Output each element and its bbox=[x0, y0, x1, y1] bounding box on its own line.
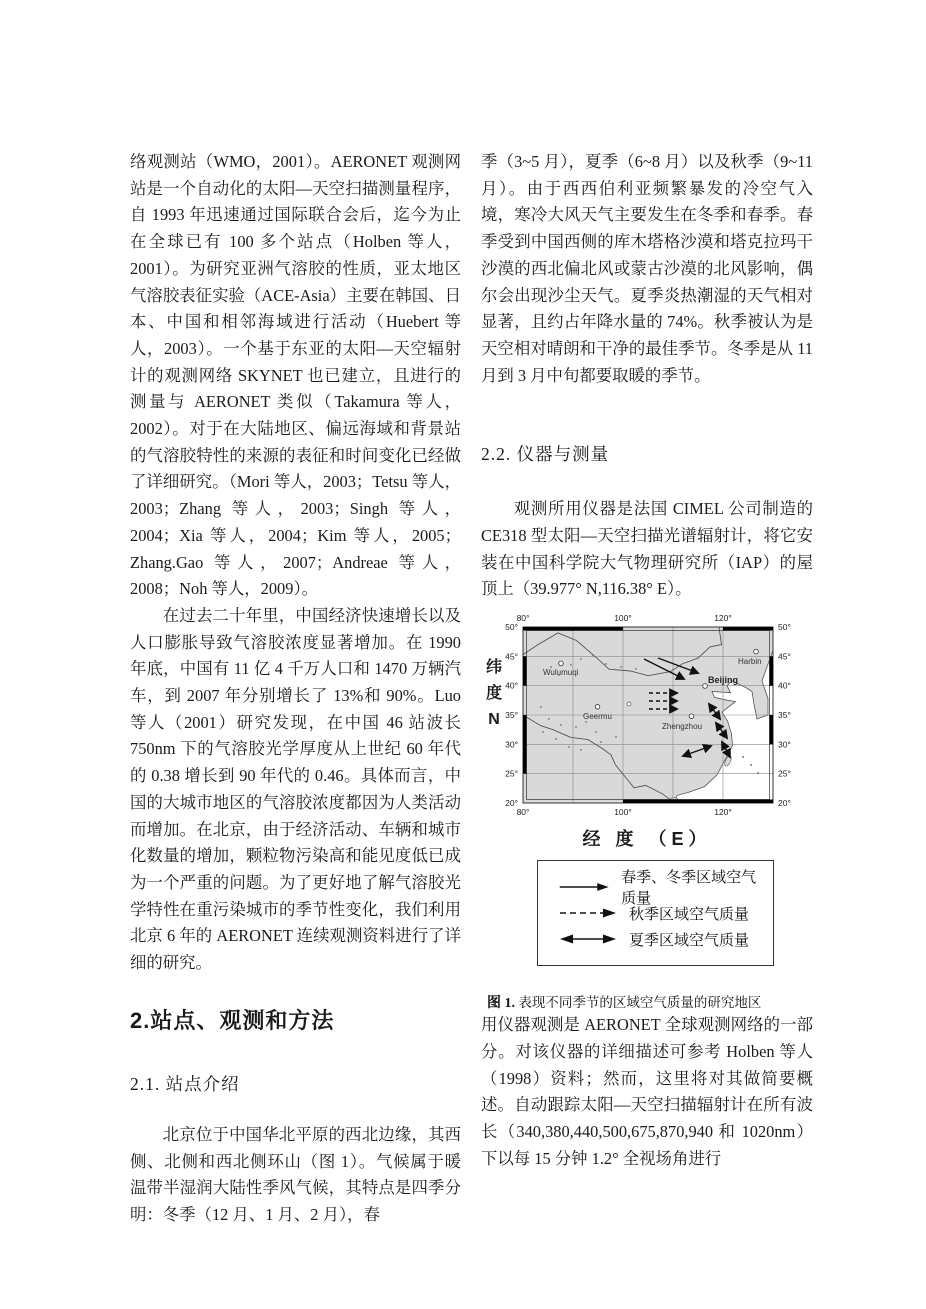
tick-label: 35° bbox=[505, 710, 518, 721]
tick-label: 30° bbox=[505, 739, 518, 750]
island-dot bbox=[742, 756, 744, 758]
tick-label: 25° bbox=[778, 768, 791, 779]
china-map bbox=[481, 607, 813, 819]
city-label-geermu: Geermu bbox=[583, 712, 612, 722]
tick-label: 40° bbox=[505, 680, 518, 691]
y-axis-char: 纬 bbox=[485, 659, 502, 677]
subsection-heading-2-2: 2.2. 仪器与测量 bbox=[481, 444, 610, 465]
tick-label: 50° bbox=[778, 622, 791, 633]
section-heading-2: 2.站点、观测和方法 bbox=[130, 1007, 335, 1033]
paragraph-china-growth: 在过去二十年里，中国经济快速增长以及人口膨胀导致气溶胶浓度显著增加。在 1990 年底，中国有 11 亿 4 千万人口和 1470 万辆汽车，到 2007 年分别增长了 13%和 90%。Luo 等人（2001）研究发现，在中国 46 站波长 750nm 下的气溶胶光学厚度从上世纪 60 年代的 0.38 增长到 90 年代的 0.46。具体而言，中国的大城市地区的气溶胶浓度都因为人类活动而增加。在北京，由于经济活动、车辆和城市化数量的增加，颗粒物污染高和能见度低已成为一个严重的问题。为了更好地了解气溶胶光学特性在重污染城市的季节性变化，我们利用北京 6 年的 AERONET 连续观测资料进行了详细的研究。 bbox=[130, 605, 461, 973]
tick-label: 25° bbox=[505, 768, 518, 779]
city-dot-geermu bbox=[595, 705, 600, 710]
paragraph-site-intro: 北京位于中国华北平原的西北边缘，其西侧、北侧和西北侧环山（图 1）。气候属于暖温带半湿润大陆性季风气候，其特点是四季分明：冬季（12 月、1 月、2 月），春 bbox=[130, 1124, 461, 1224]
figure-caption bbox=[487, 991, 813, 1012]
city-label-wulumuqi: Wulumuqi bbox=[543, 668, 579, 678]
tick-label: 100° bbox=[614, 613, 632, 624]
tick-label: 35° bbox=[778, 710, 791, 721]
legend-label: 夏季区域空气质量 bbox=[629, 931, 750, 949]
tick-label: 120° bbox=[714, 807, 732, 818]
tick-label: 100° bbox=[614, 807, 632, 818]
city-label-beijing: Beijing bbox=[708, 675, 739, 686]
legend-row bbox=[558, 869, 765, 908]
solid-arrow-icon bbox=[558, 881, 612, 893]
double-arrow-icon bbox=[558, 933, 620, 945]
figure-caption-number: 图 1. bbox=[487, 996, 515, 1012]
right-column bbox=[481, 149, 813, 1172]
y-axis-char: N bbox=[488, 711, 500, 729]
tick-label: 45° bbox=[505, 651, 518, 662]
lake-qinghai bbox=[627, 702, 631, 706]
figure-1 bbox=[481, 607, 813, 1012]
y-axis-char: 度 bbox=[485, 685, 502, 703]
left-column bbox=[130, 149, 461, 1229]
paragraph-instrument-continued: 用仪器观测是 AERONET 全球观测网络的一部分。对该仪器的详细描述可参考 Holben 等人（1998）资料；然而，这里将对其做简要概述。自动跟踪太阳—天空扫描辐射计在所有波长（340,380,440,500,675,870,940 和 1020nm）下以每 15 分钟 1.2° 全视场角进行 bbox=[481, 1015, 813, 1168]
legend-row bbox=[558, 926, 765, 952]
city-label-zhengzhou: Zhengzhou bbox=[662, 722, 703, 732]
x-axis-label: 经 度 （E） bbox=[582, 829, 712, 850]
subsection-heading-2-1: 2.1. 站点介绍 bbox=[130, 1073, 240, 1094]
legend-label: 秋季区域空气质量 bbox=[629, 905, 750, 923]
tick-label: 80° bbox=[516, 613, 530, 624]
tick-label: 120° bbox=[714, 613, 732, 624]
tick-label: 40° bbox=[778, 680, 791, 691]
paragraph-instrument: 观测所用仪器是法国 CIMEL 公司制造的 CE318 型太阳—天空扫描光谱辐射计，将它安装在中国科学院大气物理研究所（IAP）的屋顶上（39.977° N,116.38° E）。 bbox=[481, 499, 813, 599]
paragraph-seasons: 季（3~5 月），夏季（6~8 月）以及秋季（9~11 月）。由于西西伯利亚频繁暴发的冷空气入境，寒冷大风天气主要发生在冬季和春季。春季受到中国西侧的库木塔格沙漠和塔克拉玛干沙漠的西北偏北风或蒙古沙漠的北风影响，偶尔会出现沙尘天气。夏季炎热潮湿的天气相对显著，且约占年降水量的 74%。秋季被认为是天空相对晴朗和干净的最佳季节。冬季是从 11 月到 3 月中旬都要取暖的季节。 bbox=[481, 152, 813, 385]
city-dot-wulumuqi bbox=[559, 661, 564, 666]
figure-caption-text: 表现不同季节的区域空气质量的研究地区 bbox=[518, 995, 762, 1011]
island-dot bbox=[750, 764, 752, 766]
city-dot-zhengzhou bbox=[689, 714, 694, 719]
tick-label: 20° bbox=[505, 798, 518, 809]
y-axis-label bbox=[485, 655, 503, 733]
city-label-harbin: Harbin bbox=[738, 657, 762, 667]
tick-label: 50° bbox=[505, 622, 518, 633]
tick-label: 30° bbox=[778, 739, 791, 750]
dashed-arrow-icon bbox=[558, 907, 620, 919]
tick-label: 20° bbox=[778, 798, 791, 809]
legend-label: 春季、冬季区域空气质量 bbox=[621, 869, 757, 908]
city-dot-harbin bbox=[754, 649, 759, 654]
map-area bbox=[481, 607, 813, 819]
paragraph-intro-continued: 络观测站（WMO，2001）。AERONET 观测网站是一个自动化的太阳—天空扫描测量程序，自 1993 年迅速通过国际联合会后，迄今为止在全球已有 100 多个站点（Holben 等人，2001）。为研究亚洲气溶胶的性质，亚太地区气溶胶表征实验（ACE-Asia）主要在韩国、日本、中国和相邻海域进行活动（Huebert 等人，2003）。一个基于东亚的太阳—天空辐射计的观测网络 SKYNET 也已建立，且进行的测量与 AERONET 类似（Takamura 等人，2002）。对于在大陆地区、偏远海域和背景站的气溶胶特性的来源的表征和时间变化已经做了详细研究。（Mori 等人，2003；Tetsu 等人，2003；Zhang 等人，2003；Singh 等人，2004；Xia 等人，2004；Kim 等人，2005；Zhang.Gao 等人，2007；Andreae 等人，2008；Noh 等人，2009）。 bbox=[130, 152, 461, 599]
legend-row bbox=[558, 900, 765, 926]
city-dot-beijing bbox=[703, 684, 708, 689]
tick-label: 80° bbox=[516, 807, 530, 818]
tick-label: 45° bbox=[778, 651, 791, 662]
figure-legend bbox=[537, 860, 774, 966]
